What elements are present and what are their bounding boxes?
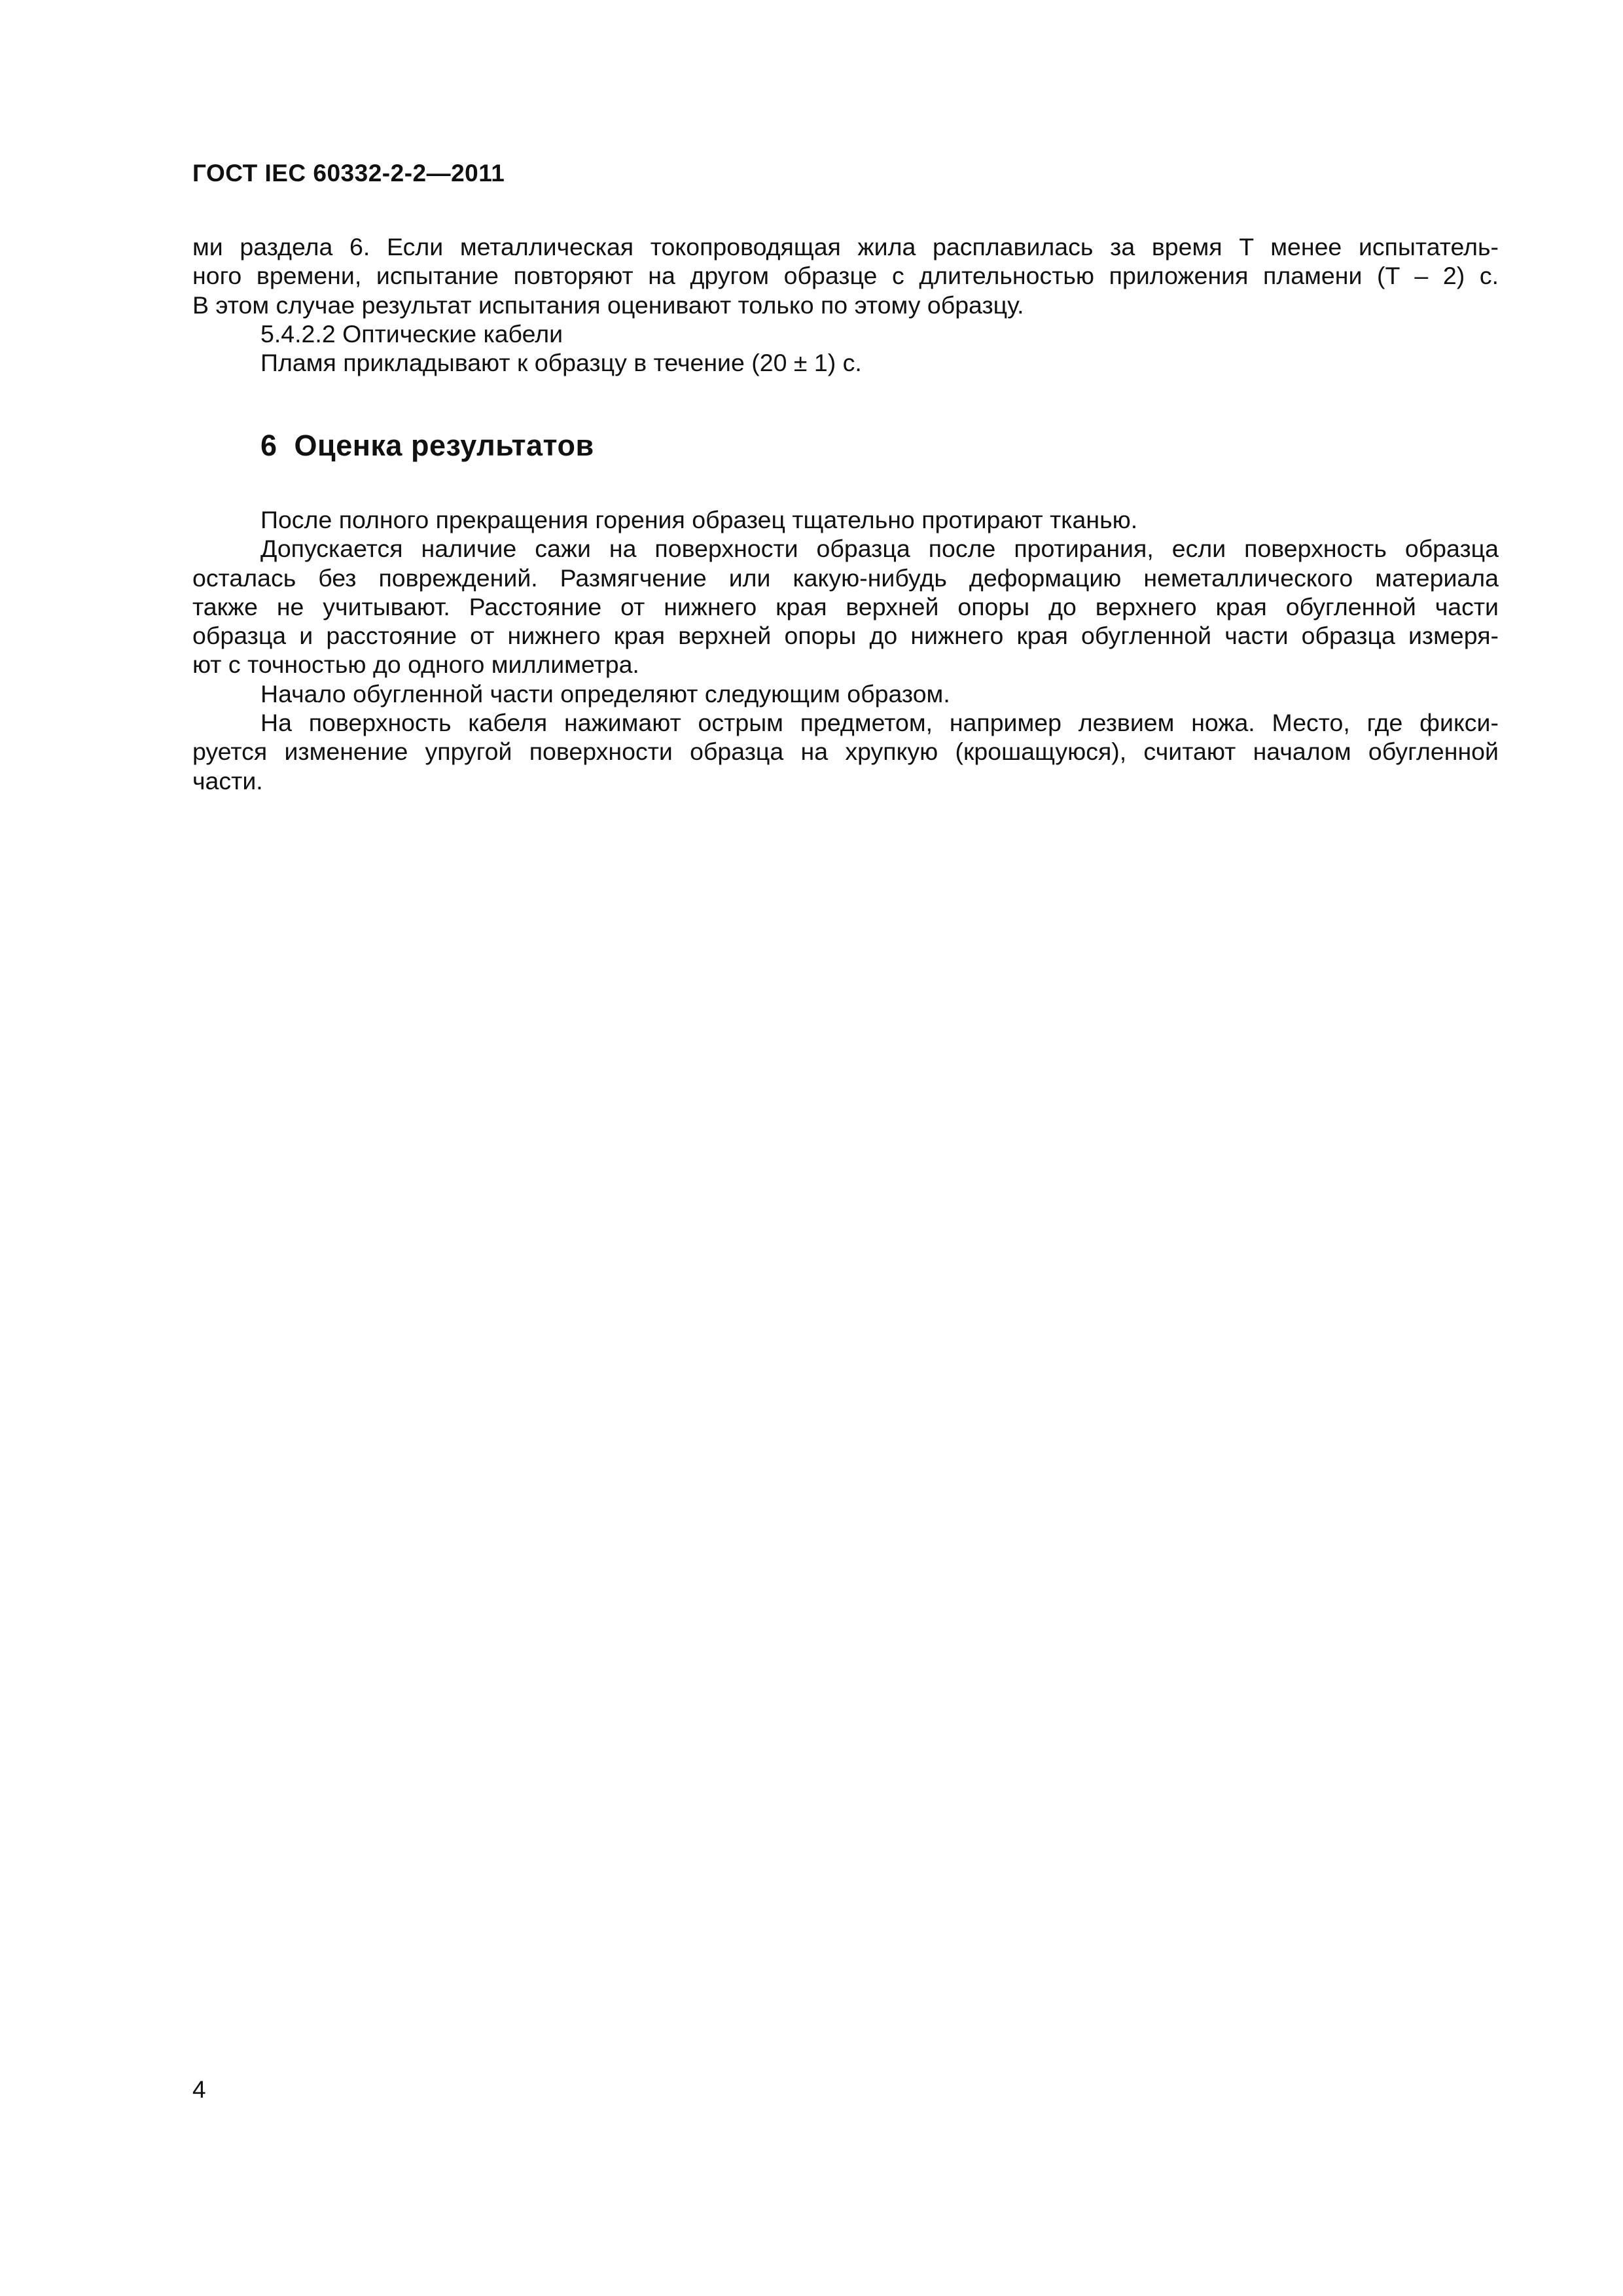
paragraph-line: ют с точностью до одного миллиметра. [192,651,639,679]
paragraph-line: В этом случае результат испытания оценивают только по этому образцу. [192,291,1024,319]
paragraph-line: Пламя прикладывают к образцу в течение (20 ± 1) с. [260,349,862,377]
document-header: ГОСТ IEC 60332-2-2—2011 [192,160,505,187]
paragraph-line: ми раздела 6. Если металлическая токопроводящая жила расплавилась за время T менее испытатель- [192,233,1499,260]
section-heading [260,429,594,463]
subsection-heading: 5.4.2.2 Оптические кабели [260,319,563,348]
paragraph-line: также не учитывают. Расстояние от нижнего края верхней опоры до верхнего края обугленной части [192,592,1499,620]
paragraph-line: руется изменение упругой поверхности образца на хрупкую (крошащуюся), считают началом обугленной [192,738,1499,766]
paragraph-line: Допускается наличие сажи на поверхности образца после протирания, если поверхность образца [260,535,1499,563]
paragraph-line: Начало обугленной части определяют следующим образом. [260,679,950,708]
section-title: Оценка результатов [294,429,594,462]
paragraph-line: ного времени, испытание повторяют на другом образце с длительностью приложения пламени (T – 2) с. [192,262,1499,290]
paragraph-line: После полного прекращения горения образец тщательно протирают тканью. [260,506,1138,533]
page-number: 4 [192,2076,206,2103]
paragraph-line: На поверхность кабеля нажимают острым предметом, например лезвием ножа. Место, где фикси- [260,709,1499,737]
paragraph-line: образца и расстояние от нижнего края верхней опоры до нижнего края обугленной части образца измеря- [192,622,1499,650]
paragraph-line: осталась без повреждений. Размягчение или какую-нибудь деформацию неметаллического материала [192,564,1499,592]
section-body [192,505,1499,795]
paragraph-line: части. [192,766,263,795]
continuation-text [192,232,1499,377]
section-number: 6 [260,429,277,462]
